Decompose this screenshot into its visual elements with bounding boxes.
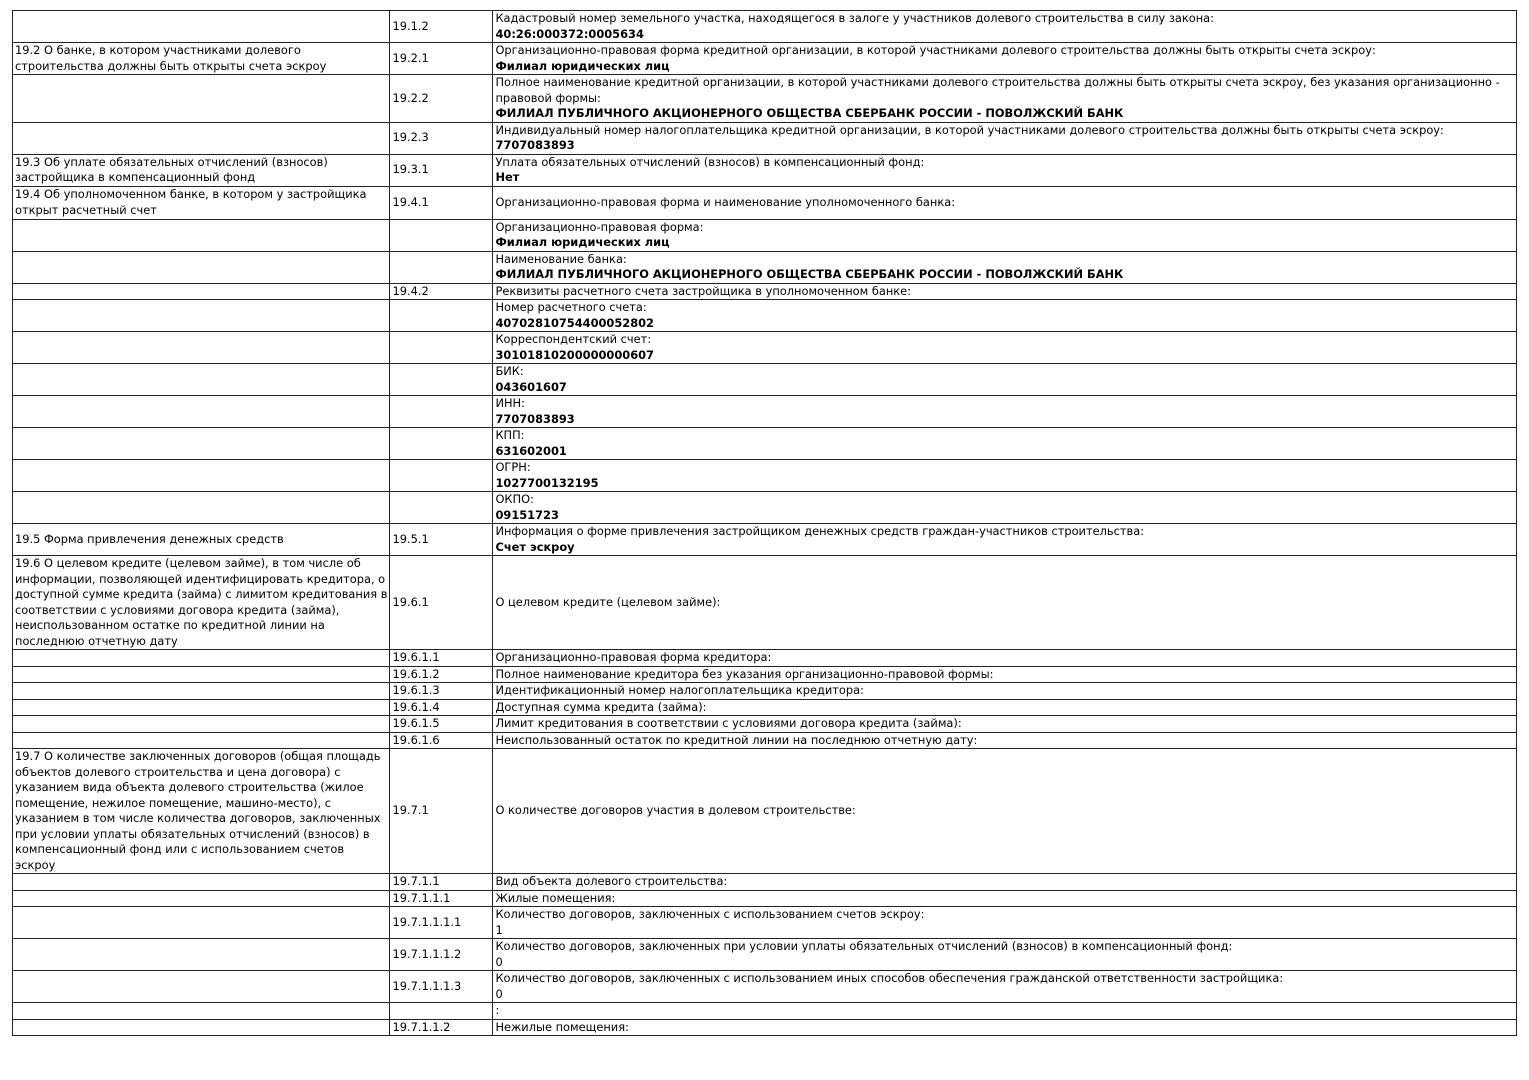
item-code: 19.7.1 (390, 749, 493, 874)
section-title-line: доступной сумме кредита (займа) с лимитом кредитования в (15, 587, 388, 601)
item-label: ОКПО: (495, 492, 534, 506)
item-value: 043601607 (495, 379, 567, 394)
section-cell (13, 971, 390, 1003)
item-value: Счет эскроу (495, 539, 575, 554)
item-content (493, 283, 1517, 300)
item-code: 19.2.1 (390, 43, 493, 75)
item-label: Жилые помещения: (495, 890, 616, 905)
item-label: Вид объекта долевого строительства: (495, 874, 728, 888)
section-title-line: эскроу (15, 857, 56, 872)
section-cell (13, 732, 390, 749)
section-title-line: указанием вида объекта долевого строительства (жилое (15, 780, 364, 794)
section-title-line: строительства должны быть открыты счета эскроу (15, 58, 327, 73)
item-value: 7707083893 (495, 138, 575, 152)
table-row (13, 716, 1517, 733)
item-value: 0 (495, 986, 503, 1001)
item-content (493, 971, 1517, 1003)
item-label: Реквизиты расчетного счета застройщика в уполномоченном банке: (495, 283, 912, 298)
section-cell (13, 666, 390, 683)
section-cell (13, 1019, 390, 1036)
item-content (493, 650, 1517, 667)
item-code: 19.6.1 (390, 556, 493, 650)
table-row (13, 556, 1517, 650)
item-code: 19.4.1 (390, 186, 493, 219)
section-cell (13, 332, 390, 364)
section-cell (13, 154, 390, 186)
table-row (13, 396, 1517, 428)
table-row (13, 1003, 1517, 1020)
table-row (13, 971, 1517, 1003)
section-cell (13, 122, 390, 154)
table-row (13, 364, 1517, 396)
item-content (493, 154, 1517, 186)
section-title-line: объектов долевого строительства и цена договора) с (15, 764, 341, 779)
item-label: : (495, 1003, 500, 1017)
section-title-line: 19.3 Об уплате обязательных отчислений (взносов) (15, 154, 328, 169)
item-code: 19.4.2 (390, 283, 493, 300)
section-title-line: информации, позволяющей идентифицировать кредитора, о (15, 571, 386, 586)
item-code (390, 300, 493, 332)
section-cell (13, 890, 390, 907)
item-label: Организационно-правовая форма и наименование уполномоченного банка: (495, 194, 956, 209)
item-content (493, 251, 1517, 283)
item-value: ФИЛИАЛ ПУБЛИЧНОГО АКЦИОНЕРНОГО ОБЩЕСТВА СБЕРБАНК РОССИИ - ПОВОЛЖСКИЙ БАНК (495, 106, 1124, 120)
section-cell (13, 650, 390, 667)
item-value: 631602001 (495, 443, 567, 458)
table-row (13, 122, 1517, 154)
item-content (493, 749, 1517, 874)
item-code: 19.7.1.1.1.2 (390, 939, 493, 971)
item-content (493, 43, 1517, 75)
table-row (13, 283, 1517, 300)
item-label: ИНН: (495, 396, 525, 410)
table-row (13, 154, 1517, 186)
item-content (493, 524, 1517, 556)
item-content (493, 874, 1517, 891)
item-label: Организационно-правовая форма кредитора: (495, 650, 772, 664)
item-code: 19.7.1.1 (390, 874, 493, 891)
disclosure-table (12, 10, 1517, 1036)
section-cell (13, 939, 390, 971)
item-label: Полное наименование кредитной организации, в которой участниками долевого строительства должны быть открыты счета эскроу, без указания организационно - (495, 75, 1500, 89)
item-label: Корреспондентский счет: (495, 332, 652, 346)
item-code (390, 332, 493, 364)
section-cell (13, 460, 390, 492)
item-label: Количество договоров, заключенных с использованием счетов эскроу: (495, 907, 925, 921)
item-label: БИК: (495, 364, 524, 378)
item-code: 19.7.1.1.1.3 (390, 971, 493, 1003)
item-label: О целевом кредите (целевом займе): (495, 594, 721, 609)
section-title-line: соответствии с условиями договора кредита (займа), (15, 602, 340, 617)
item-value: Филиал юридических лиц (495, 235, 670, 249)
item-label: Лимит кредитования в соответствии с условиями договора кредита (займа): (495, 716, 962, 730)
section-cell (13, 1003, 390, 1020)
item-content (493, 492, 1517, 524)
item-code: 19.6.1.4 (390, 699, 493, 716)
table-row (13, 890, 1517, 907)
item-code: 19.6.1.1 (390, 650, 493, 667)
item-label: Доступная сумма кредита (займа): (495, 699, 707, 714)
section-title-line: 19.6 О целевом кредите (целевом займе), в том числе об (15, 556, 361, 570)
item-code: 19.7.1.1.1 (390, 890, 493, 907)
table-row (13, 683, 1517, 700)
table-row (13, 460, 1517, 492)
section-title-line: указанием в том числе количества договоров, заключенных (15, 811, 381, 825)
table-row (13, 749, 1517, 874)
item-value: Нет (495, 170, 520, 184)
item-label: Наименование банка: (495, 251, 627, 266)
item-content (493, 699, 1517, 716)
item-value: 40702810754400052802 (495, 315, 654, 330)
item-content (493, 666, 1517, 683)
item-content (493, 300, 1517, 332)
item-value: 1 (495, 922, 503, 937)
item-content (493, 1003, 1517, 1020)
section-title-line: открыт расчетный счет (15, 202, 157, 217)
item-value: 7707083893 (495, 411, 575, 426)
section-cell (13, 43, 390, 75)
item-code (390, 396, 493, 428)
table-row (13, 11, 1517, 43)
section-title-line: 19.5 Форма привлечения денежных средств (15, 531, 284, 546)
section-title-line: при условии уплаты обязательных отчислений (взносов) в (15, 826, 370, 841)
item-label: Неиспользованный остаток по кредитной линии на последнюю отчетную дату: (495, 732, 978, 747)
item-label: Нежилые помещения: (495, 1019, 629, 1034)
table-row (13, 332, 1517, 364)
item-content (493, 683, 1517, 700)
item-value: 0 (495, 954, 503, 969)
section-cell (13, 556, 390, 650)
item-code: 19.6.1.2 (390, 666, 493, 683)
item-content (493, 219, 1517, 251)
item-code (390, 251, 493, 283)
item-value: 09151723 (495, 507, 559, 522)
section-cell (13, 364, 390, 396)
item-label: Уплата обязательных отчислений (взносов) в компенсационный фонд: (495, 154, 925, 169)
table-row (13, 251, 1517, 283)
item-code: 19.7.1.1.2 (390, 1019, 493, 1036)
item-content (493, 186, 1517, 219)
item-value: 30101810200000000607 (495, 347, 654, 362)
item-label: ОГРН: (495, 460, 531, 474)
table-row (13, 186, 1517, 219)
item-label: О количестве договоров участия в долевом строительстве: (495, 803, 856, 818)
table-row (13, 939, 1517, 971)
item-code: 19.2.2 (390, 75, 493, 123)
table-row (13, 219, 1517, 251)
table-row (13, 492, 1517, 524)
section-cell (13, 11, 390, 43)
table-row (13, 1019, 1517, 1036)
table-row (13, 907, 1517, 939)
section-cell (13, 907, 390, 939)
item-code: 19.2.3 (390, 122, 493, 154)
item-code: 19.6.1.3 (390, 683, 493, 700)
item-content (493, 396, 1517, 428)
section-title-line: застройщика в компенсационный фонд (15, 170, 256, 184)
item-code (390, 428, 493, 460)
item-label: Количество договоров, заключенных с использованием иных способов обеспечения гражданской ответственности застройщика: (495, 971, 1284, 985)
section-cell (13, 251, 390, 283)
section-title-line: компенсационный фонд или с использованием счетов (15, 842, 345, 856)
item-content (493, 364, 1517, 396)
section-cell (13, 396, 390, 428)
item-code: 19.5.1 (390, 524, 493, 556)
item-code: 19.6.1.6 (390, 732, 493, 749)
item-content (493, 75, 1517, 123)
item-label: КПП: (495, 428, 525, 442)
item-code (390, 460, 493, 492)
section-title-line: последнюю отчетную дату (15, 633, 178, 648)
item-label: Организационно-правовая форма кредитной организации, в которой участниками долевого строительства должны быть открыты счета эскроу: (495, 43, 1376, 57)
table-row (13, 874, 1517, 891)
item-content (493, 716, 1517, 733)
section-cell (13, 683, 390, 700)
item-value: 1027700132195 (495, 475, 599, 490)
item-code (390, 219, 493, 251)
item-code: 19.7.1.1.1.1 (390, 907, 493, 939)
section-cell (13, 524, 390, 556)
item-code (390, 364, 493, 396)
item-code (390, 1003, 493, 1020)
item-label: Полное наименование кредитора без указания организационно-правовой формы: (495, 666, 994, 681)
item-label: Организационно-правовая форма: (495, 219, 704, 234)
section-title-line: помещение, нежилое помещение, машино-место), с (15, 795, 332, 810)
section-cell (13, 219, 390, 251)
item-content (493, 332, 1517, 364)
section-title-line: 19.4 Об уполномоченном банке, в котором у застройщика (15, 187, 367, 201)
table-row (13, 428, 1517, 460)
table-row (13, 524, 1517, 556)
section-title-line: 19.7 О количестве заключенных договоров (общая площадь (15, 749, 381, 763)
item-label: Номер расчетного счета: (495, 300, 647, 314)
section-title-line: 19.2 О банке, в котором участниками долевого (15, 43, 301, 57)
table-row (13, 732, 1517, 749)
section-cell (13, 428, 390, 460)
table-row (13, 650, 1517, 667)
table-row (13, 300, 1517, 332)
item-code (390, 492, 493, 524)
item-content (493, 11, 1517, 43)
item-content (493, 890, 1517, 907)
section-cell (13, 300, 390, 332)
item-label: Количество договоров, заключенных при условии уплаты обязательных отчислений (взносов) в компенсационный фонд: (495, 939, 1233, 953)
item-code: 19.6.1.5 (390, 716, 493, 733)
item-code: 19.1.2 (390, 11, 493, 43)
item-content (493, 122, 1517, 154)
item-value: ФИЛИАЛ ПУБЛИЧНОГО АКЦИОНЕРНОГО ОБЩЕСТВА СБЕРБАНК РОССИИ - ПОВОЛЖСКИЙ БАНК (495, 267, 1124, 281)
section-cell (13, 186, 390, 219)
section-cell (13, 75, 390, 123)
section-cell (13, 283, 390, 300)
section-cell (13, 492, 390, 524)
table-row (13, 666, 1517, 683)
item-label: правовой формы: (495, 90, 601, 105)
table-row (13, 75, 1517, 123)
table-row (13, 699, 1517, 716)
item-content (493, 556, 1517, 650)
item-content (493, 1019, 1517, 1036)
table-row (13, 43, 1517, 75)
item-content (493, 907, 1517, 939)
item-value: 40:26:000372:0005634 (495, 26, 644, 41)
item-value: Филиал юридических лиц (495, 58, 670, 73)
item-label: Информация о форме привлечения застройщиком денежных средств граждан-участников строительства: (495, 524, 1145, 538)
section-title-line: неиспользованном остатке по кредитной линии на (15, 618, 325, 632)
item-content (493, 732, 1517, 749)
section-cell (13, 749, 390, 874)
item-content (493, 460, 1517, 492)
section-cell (13, 699, 390, 716)
section-cell (13, 716, 390, 733)
item-label: Идентификационный номер налогоплательщика кредитора: (495, 683, 864, 697)
item-label: Индивидуальный номер налогоплательщика кредитной организации, в которой участниками долевого строительства должны быть открыты счета эскроу: (495, 122, 1444, 137)
item-label: Кадастровый номер земельного участка, находящегося в залоге у участников долевого строительства в силу закона: (495, 11, 1214, 25)
section-cell (13, 874, 390, 891)
item-content (493, 428, 1517, 460)
item-code: 19.3.1 (390, 154, 493, 186)
item-content (493, 939, 1517, 971)
